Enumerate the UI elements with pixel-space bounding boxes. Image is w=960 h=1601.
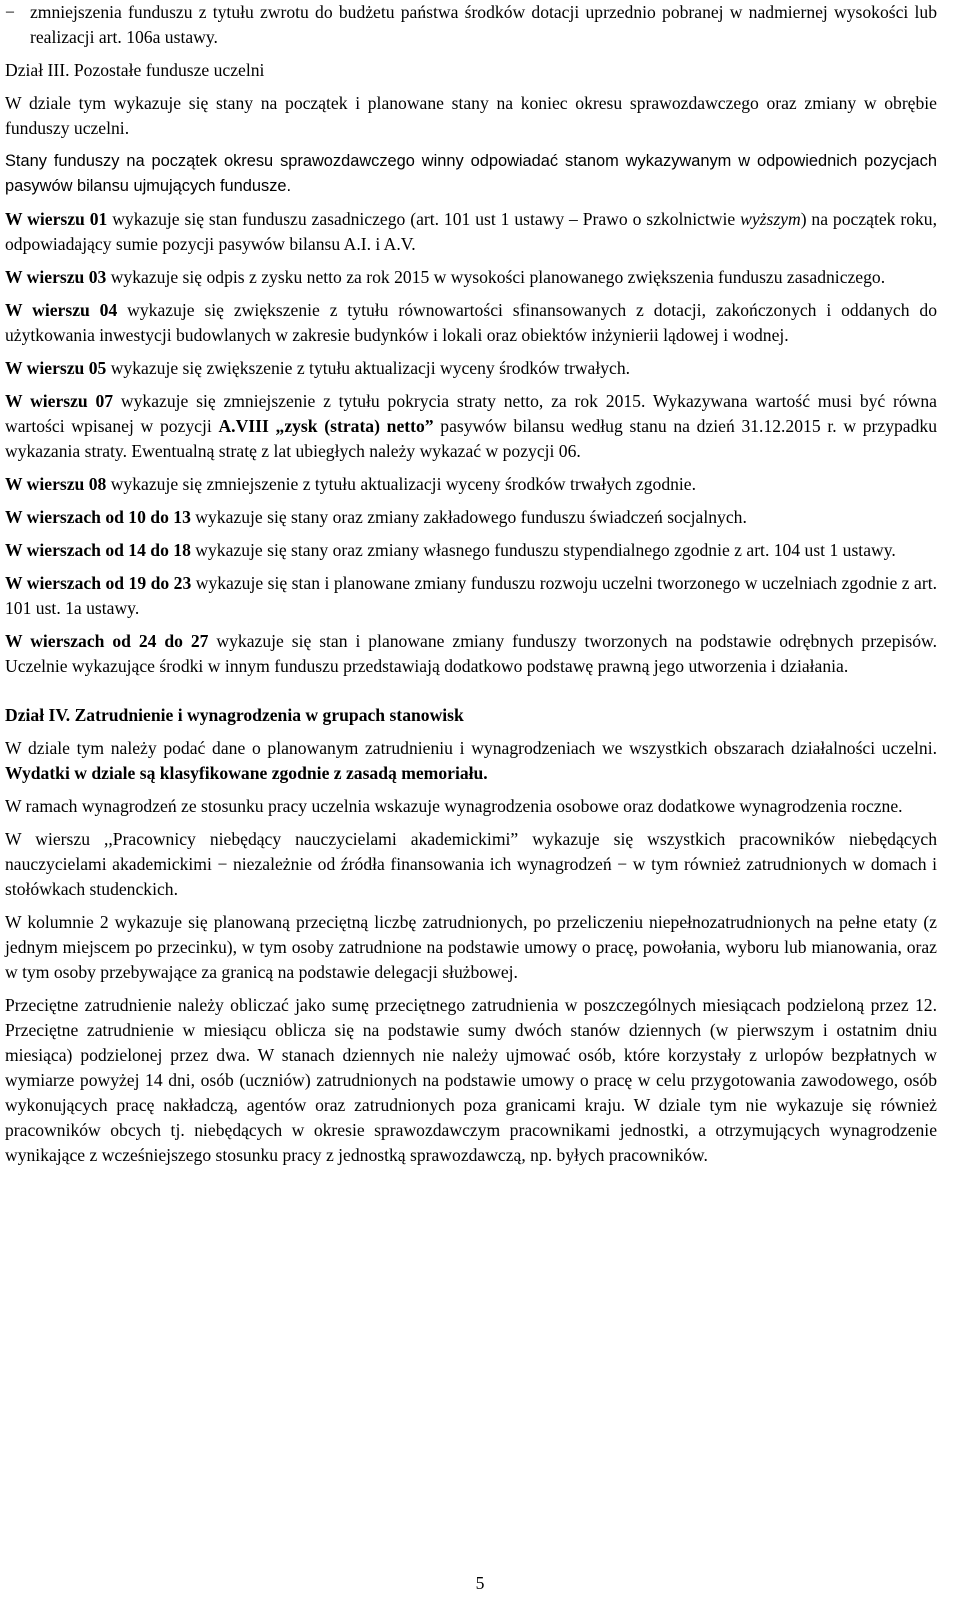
section-heading-dzial-3 [5, 58, 937, 83]
paragraph-dzial3-intro: W dziale tym wykazuje się stany na początek i planowane stany na koniec okresu sprawozdawczego oraz zmiany w obrębie funduszy uczelni. [5, 93, 937, 138]
row-ref-05: W wierszu 05 [5, 358, 107, 378]
page-number: 5 [475, 1573, 485, 1593]
paragraph-text: wykazuje się odpis z zysku netto za rok 2015 w wysokości planowanego zwiększenia funduszu zasadniczego. [106, 267, 886, 287]
paragraph-stany: Stany funduszy na początek okresu sprawozdawczego winny odpowiadać stanom wykazywanym w odpowiednich pozycjach pasywów bilansu ujmujących fundusze. [5, 152, 937, 195]
paragraph-wiersz-04 [5, 298, 937, 348]
row-ref-04: W wierszu 04 [5, 300, 118, 320]
row-ref-14-18: W wierszach od 14 do 18 [5, 540, 191, 560]
row-ref-03: W wierszu 03 [5, 267, 107, 287]
paragraph-pracownicy: W wierszu ,,Pracownicy niebędący nauczycielami akademickimi” wykazuje się wszystkich pracowników niebędących nauczycielami akademickimi − niezależnie od źródła finansowania ich wynagrodzeń − w tym również zatrudnionych w domach i stołówkach studenckich. [5, 829, 937, 899]
paragraph-text: wykazuje się stan i planowane zmiany funduszu rozwoju uczelni tworzonego w uczelniach zgodnie z art. 101 ust. 1a ustawy. [5, 573, 937, 618]
paragraph-wiersze-19-23 [5, 571, 937, 621]
paragraph-text: wykazuje się zwiększenie z tytułu aktualizacji wyceny środków trwałych. [106, 358, 631, 378]
section-heading-dzial-4 [5, 703, 937, 728]
paragraph-text: pasywów bilansu według stanu na dzień 31.12.2015 r. w przypadku wykazania straty. Ewentualną stratę z lat ubiegłych należy wykazać w pozycji 06. [5, 416, 937, 461]
paragraph-przecietne: Przeciętne zatrudnienie należy obliczać jako sumę przeciętnego zatrudnienia w poszczególnych miesiącach podzieloną przez 12. Przeciętne zatrudnienie w miesiącu oblicza się na podstawie sumy dwóch stanów dziennych (w pierwszym i ostatnim dniu miesiąca) podzielonej przez dwa. W stanach dziennych nie należy ujmować osób, które korzystały z urlopów bezpłatnych w wymiarze powyżej 14 dni, osób (uczniów) zatrudnionych na podstawie umowy o pracę w celu przygotowania zawodowego, osób wykonujących pracę nakładczą, agentów oraz zatrudnionych poza granicami kraju. W dziale tym nie wykazuje się również pracowników obcych tj. niebędących w okresie sprawozdawczym pracownikami jednostki, a otrzymujących wynagrodzenie wynikające z wcześniejszego stosunku pracy z jednostką sprawozdawczą, np. byłych pracowników. [5, 995, 937, 1165]
list-dash: − [5, 2, 15, 22]
paragraph-wiersz-01 [5, 207, 937, 257]
row-ref-24-27: W wierszach od 24 do 27 [5, 631, 209, 651]
paragraph-text: W dziale tym należy podać dane o planowanym zatrudnieniu i wynagrodzeniach we wszystkich obszarach działalności uczelni. [5, 738, 937, 758]
paragraph-wiersz-08 [5, 472, 937, 497]
paragraph-wiersze-24-27 [5, 629, 937, 679]
row-ref-07: W wierszu 07 [5, 391, 114, 411]
paragraph-text: wykazuje się stan i planowane zmiany funduszy tworzonych na podstawie odrębnych przepisów. Uczelnie wykazujące środki w innym funduszu przedstawiają dodatkowo podstawę prawną jego utworzenia i działania. [5, 631, 937, 676]
row-ref-08: W wierszu 08 [5, 474, 107, 494]
paragraph-ramach: W ramach wynagrodzeń ze stosunku pracy uczelnia wskazuje wynagrodzenia osobowe oraz dodatkowe wynagrodzenia roczne. [5, 796, 903, 816]
paragraph-text: wykazuje się zmniejszenie z tytułu pokrycia straty netto, za rok 2015. Wykazywana wartość musi być równa wartości wpisanej w pozycji [5, 391, 937, 436]
list-item-text: zmniejszenia funduszu z tytułu zwrotu do budżetu państwa środków dotacji uprzednio pobranej w nadmiernej wysokości lub realizacji art. 106a ustawy. [30, 2, 937, 47]
paragraph-wiersz-03 [5, 265, 937, 290]
paragraph-text: wykazuje się zwiększenie z tytułu równowartości sfinansowanych z dotacji, zakończonych i oddanych do użytkowania inwestycji budowlanych w zakresie budynków i lokali oraz obiektów inżynierii lądowej i wodnej. [5, 300, 937, 345]
row-ref-01: W wierszu 01 [5, 209, 108, 229]
list-item [5, 0, 937, 50]
paragraph-kolumna-2: W kolumnie 2 wykazuje się planowaną przeciętną liczbę zatrudnionych, po przeliczeniu niepełnozatrudnionych na pełne etaty (z jednym miejscem po przecinku), w tym osoby zatrudnione na podstawie umowy o pracę, powołania, wyboru lub mianowania, oraz w tym osoby przebywające za granicą na podstawie delegacji służbowej. [5, 912, 937, 982]
paragraph-text: wykazuje się zmniejszenie z tytułu aktualizacji wyceny środków trwałych zgodnie. [106, 474, 697, 494]
section-heading-text: Dział IV. Zatrudnienie i wynagrodzenia w grupach stanowisk [5, 705, 464, 725]
row-ref-10-13: W wierszach od 10 do 13 [5, 507, 191, 527]
paragraph-text: wykazuje się stany oraz zmiany zakładowego funduszu świadczeń socjalnych. [190, 507, 747, 527]
paragraph-dzial4-intro [5, 736, 937, 786]
paragraph-text: wykazuje się stan funduszu zasadniczego (art. 101 ust 1 ustawy – Prawo o szkolnictwie [107, 209, 741, 229]
paragraph-wiersze-14-18 [5, 538, 937, 563]
paragraph-bold: A.VIII „zysk (strata) netto” [218, 416, 434, 436]
paragraph-italic: wyższym [740, 209, 801, 229]
paragraph-wiersz-05 [5, 356, 937, 381]
paragraph-wiersz-07 [5, 389, 937, 464]
section-heading-text: Dział III. Pozostałe fundusze uczelni [5, 60, 265, 80]
row-ref-19-23: W wierszach od 19 do 23 [5, 573, 192, 593]
paragraph-wiersze-10-13 [5, 505, 937, 530]
document-body [5, 0, 937, 1168]
paragraph-text: ) na początek roku, odpowiadający sumie pozycji pasywów bilansu A.I. i A.V. [5, 209, 937, 254]
paragraph-text: wykazuje się stany oraz zmiany własnego funduszu stypendialnego zgodnie z art. 104 ust 1 ustawy. [190, 540, 896, 560]
paragraph-bold: Wydatki w dziale są klasyfikowane zgodnie z zasadą memoriału. [5, 763, 488, 783]
